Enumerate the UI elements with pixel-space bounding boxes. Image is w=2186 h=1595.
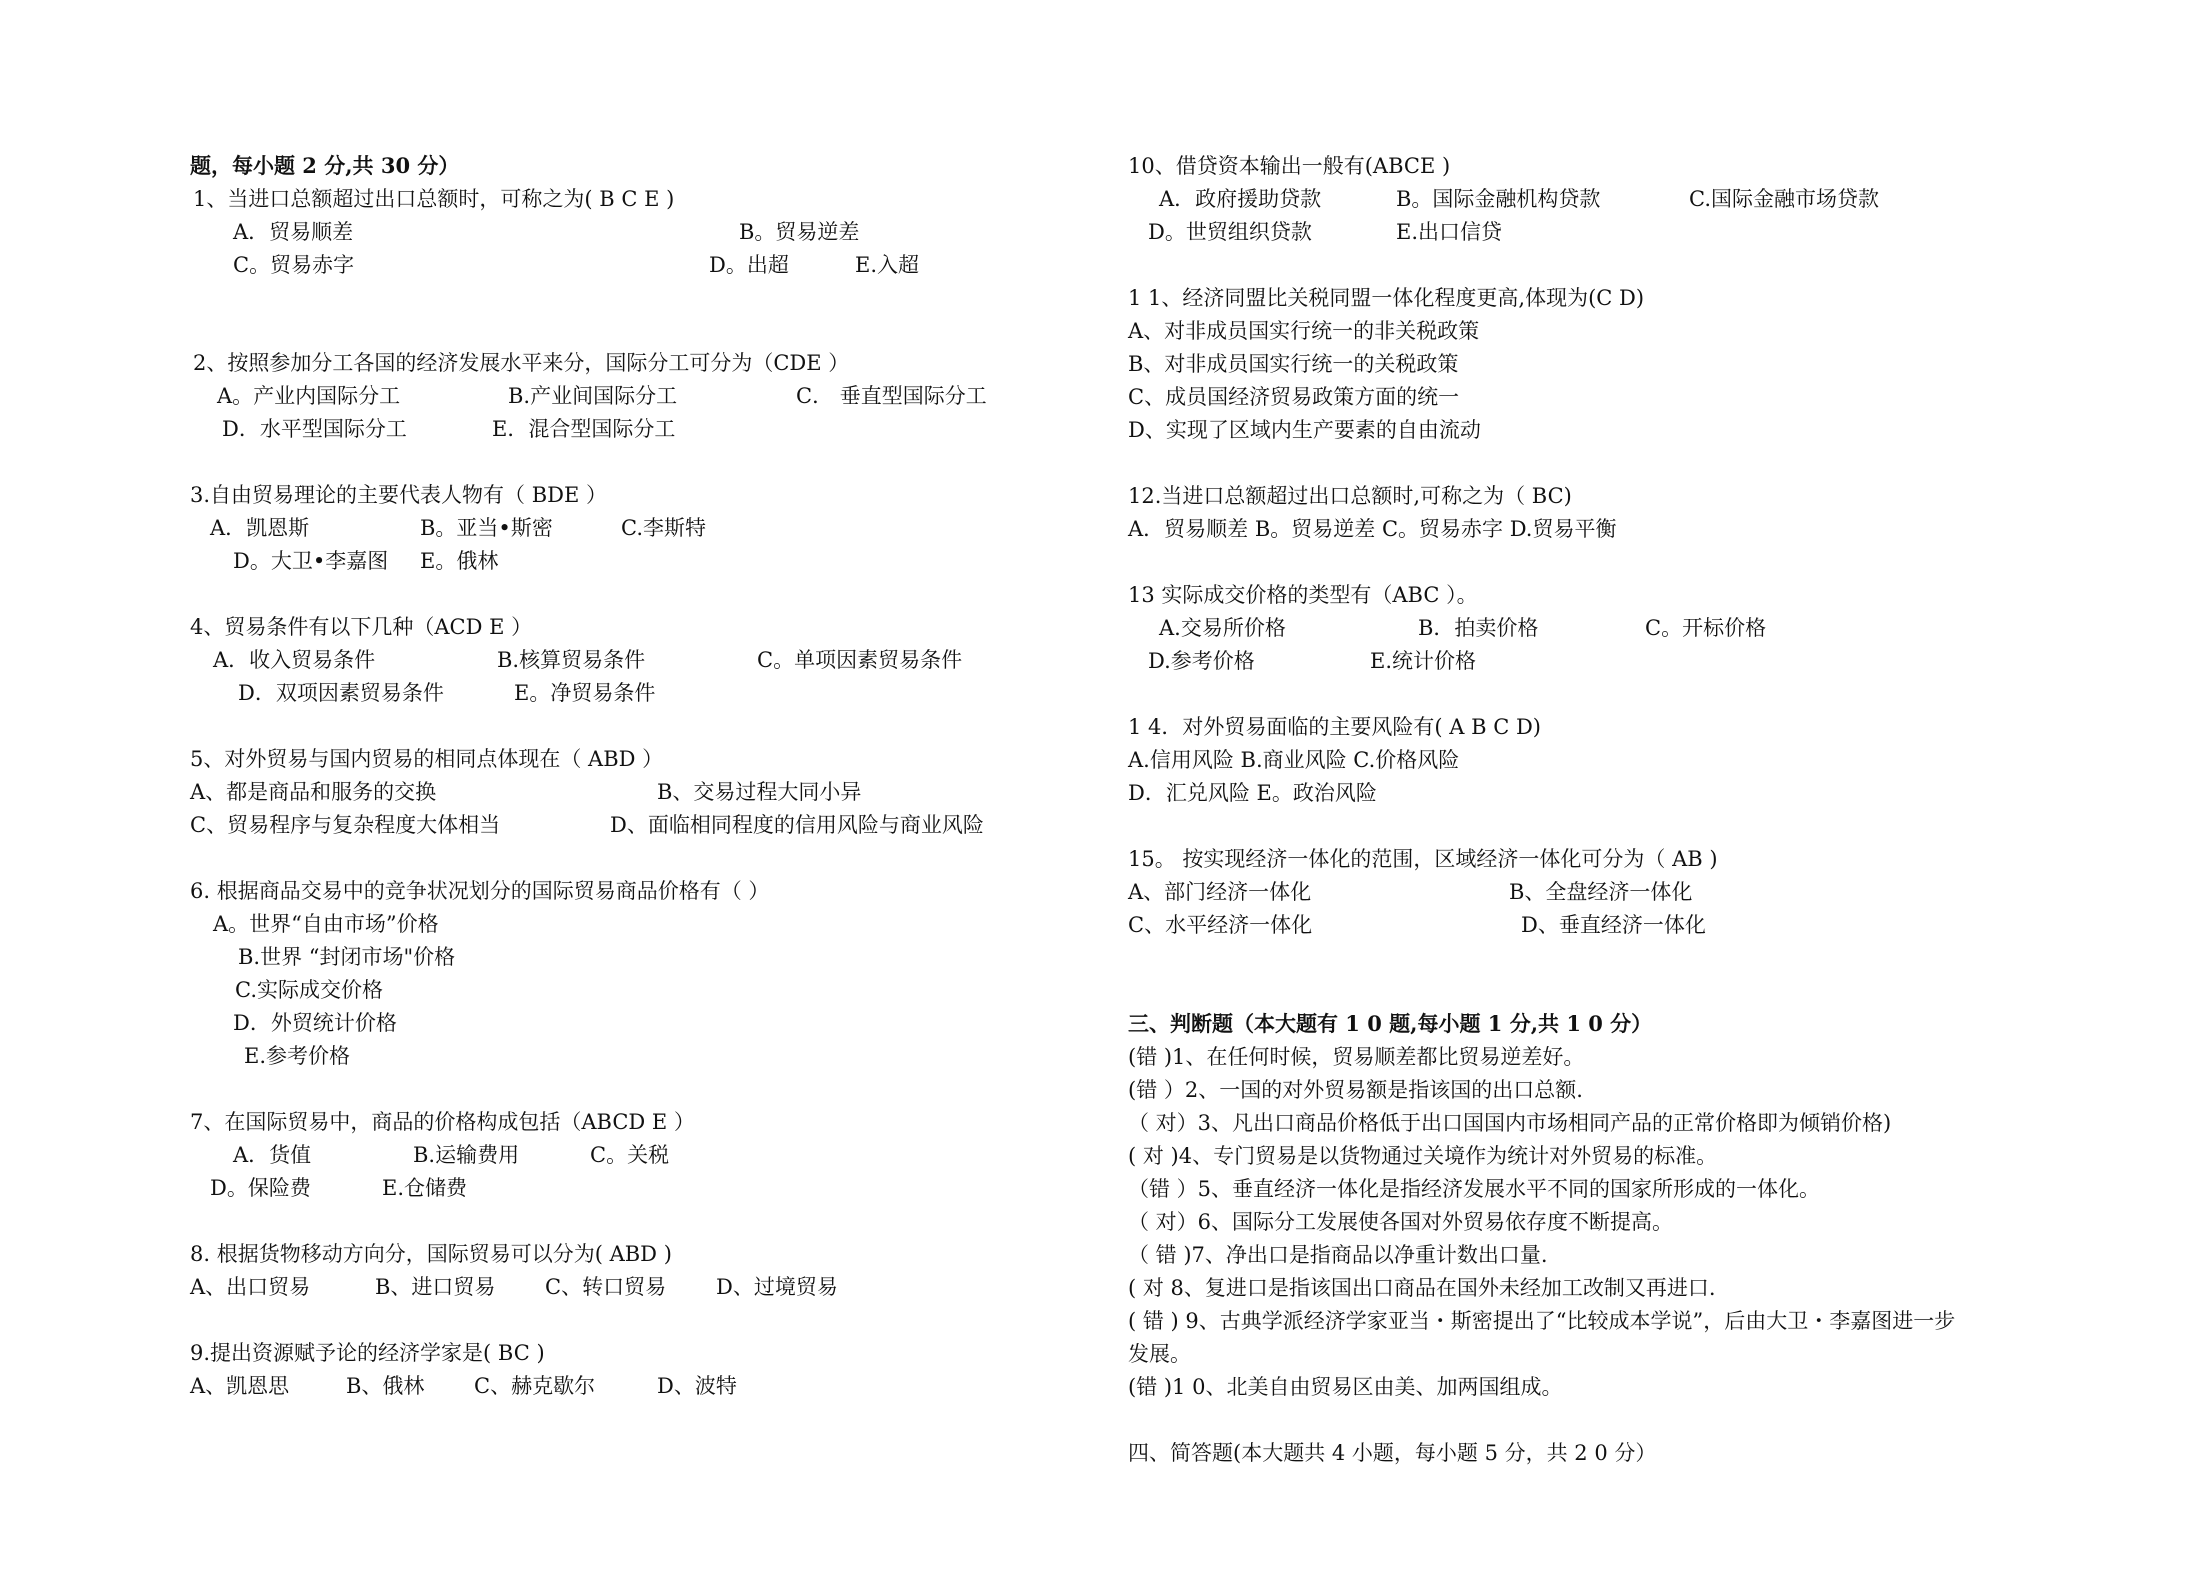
question-stem: 5、对外贸易与国内贸易的相同点体现在（ ABD ） <box>190 747 664 771</box>
option-c: C。单项因素贸易条件 <box>757 648 963 672</box>
option-a: A．政府援助贷款 <box>1159 187 1322 211</box>
option-d: D。大卫•李嘉图 <box>233 549 389 573</box>
judgment-item: ( 对 8、复进口是指该国出口商品在国外未经加工改制又再进口. <box>1128 1276 1716 1300</box>
question-stem: 10、借贷资本输出一般有(ABCE ) <box>1128 154 1451 178</box>
question-stem: 9.提出资源赋予论的经济学家是( BC ) <box>190 1341 545 1365</box>
option-c: C、水平经济一体化 <box>1128 913 1313 937</box>
question-stem: 3.自由贸易理论的主要代表人物有（ BDE ） <box>190 483 607 507</box>
option-e: E。净贸易条件 <box>514 681 656 705</box>
option-a: A。产业内国际分工 <box>217 384 401 408</box>
option-e: E．混合型国际分工 <box>492 417 676 441</box>
judgment-item: （错 ）5、垂直经济一体化是指经济发展水平不同的国家所形成的一体化。 <box>1128 1177 1821 1201</box>
option-b: B.核算贸易条件 <box>497 648 646 672</box>
question-options: A．贸易顺差 B。贸易逆差 C。贸易赤字 D.贸易平衡 <box>1128 517 1617 541</box>
option-b: B．拍卖价格 <box>1418 616 1539 640</box>
option-a: A。世界“自由市场”价格 <box>213 912 439 936</box>
option-d: D、面临相同程度的信用风险与商业风险 <box>610 813 984 837</box>
judgment-item: (错 ）2、一国的对外贸易额是指该国的出口总额. <box>1128 1078 1583 1102</box>
judgment-item: （ 对）3、凡出口商品价格低于出口国国内市场相同产品的正常价格即为倾销价格) <box>1128 1111 1892 1135</box>
option-b: B.世界 “封闭市场"价格 <box>238 945 456 969</box>
section-heading: 三、判断题（本大题有 1 0 题,每小题 1 分,共 1 0 分） <box>1128 1011 1653 1036</box>
judgment-item: （ 错 )7、净出口是指商品以净重计数出口量. <box>1128 1243 1548 1267</box>
question-stem: 12.当进口总额超过出口总额时,可称之为（ BC) <box>1128 484 1572 508</box>
option-c: C、转口贸易 <box>545 1275 667 1299</box>
option-e: E.出口信贷 <box>1396 220 1503 244</box>
option-d: D、波特 <box>657 1374 737 1398</box>
option-b: B。国际金融机构贷款 <box>1396 187 1601 211</box>
question-stem: 4、贸易条件有以下几种（ACD E ） <box>190 615 533 639</box>
option-b: B、进口贸易 <box>375 1275 496 1299</box>
option-d: D。世贸组织贷款 <box>1148 220 1312 244</box>
option-c: C.国际金融市场贷款 <box>1689 187 1879 211</box>
option-e: E.统计价格 <box>1370 649 1477 673</box>
judgment-item: (错 )1 0、北美自由贸易区由美、加两国组成。 <box>1128 1375 1563 1399</box>
option-c: C.李斯特 <box>621 516 706 540</box>
option-c: C。关税 <box>590 1143 670 1167</box>
question-stem: 13 实际成交价格的类型有（ABC ）。 <box>1128 583 1478 607</box>
option-d: D。出超 <box>709 253 789 277</box>
question-stem: 1 4．对外贸易面临的主要风险有( A B C D) <box>1128 715 1541 739</box>
option-c: C、赫克歇尔 <box>474 1374 596 1398</box>
option-d: D、垂直经济一体化 <box>1521 913 1706 937</box>
option-a: A、凯恩思 <box>190 1374 290 1398</box>
question-options-line: D．汇兑风险 E。政治风险 <box>1128 781 1377 805</box>
option-a: A、都是商品和服务的交换 <box>190 780 437 804</box>
option-a: A、对非成员国实行统一的非关税政策 <box>1128 319 1480 343</box>
question-stem: 1 1、经济同盟比关税同盟一体化程度更高,体现为(C D) <box>1128 286 1645 310</box>
option-c: C． 垂直型国际分工 <box>796 384 987 408</box>
option-e: E.仓储费 <box>382 1176 468 1200</box>
option-b: B。贸易逆差 <box>739 220 860 244</box>
option-c: C、贸易程序与复杂程度大体相当 <box>190 813 501 837</box>
option-c: C。贸易赤字 <box>233 253 355 277</box>
option-b: B.运输费用 <box>413 1143 520 1167</box>
option-b: B.产业间国际分工 <box>508 384 678 408</box>
judgment-item: （ 对）6、国际分工发展使各国对外贸易依存度不断提高。 <box>1128 1210 1674 1234</box>
option-c: C、成员国经济贸易政策方面的统一 <box>1128 385 1460 409</box>
option-d: D。保险费 <box>210 1176 311 1200</box>
question-stem: 1、当进口总额超过出口总额时，可称之为( B C E ) <box>193 187 675 211</box>
question-stem: 7、在国际贸易中，商品的价格构成包括（ABCD E ） <box>190 1110 695 1134</box>
option-a: A、出口贸易 <box>190 1275 311 1299</box>
question-options-line: A.信用风险 B.商业风险 C.价格风险 <box>1128 748 1460 772</box>
option-a: A、部门经济一体化 <box>1128 880 1312 904</box>
section-title: 题，每小题 2 分,共 30 分） <box>190 153 460 178</box>
option-b: B、对非成员国实行统一的关税政策 <box>1128 352 1459 376</box>
option-c: C.实际成交价格 <box>235 978 383 1002</box>
option-d: D、实现了区域内生产要素的自由流动 <box>1128 418 1481 442</box>
option-b: B、交易过程大同小异 <box>657 780 862 804</box>
option-b: B、全盘经济一体化 <box>1509 880 1693 904</box>
option-a: A．贸易顺差 <box>233 220 354 244</box>
option-d: D、过境贸易 <box>716 1275 838 1299</box>
question-stem: 2、按照参加分工各国的经济发展水平来分，国际分工可分为（CDE ） <box>193 351 850 375</box>
question-stem: 8. 根据货物移动方向分，国际贸易可以分为( ABD ) <box>190 1242 672 1266</box>
option-e: E.参考价格 <box>244 1044 351 1068</box>
option-d: D．双项因素贸易条件 <box>238 681 444 705</box>
judgment-item: ( 错 ) 9、古典学派经济学家亚当・斯密提出了“比较成本学说”，后由大卫・李嘉图进一步 <box>1128 1309 1956 1333</box>
question-stem: 15。 按实现经济一体化的范围，区域经济一体化可分为（ AB ) <box>1128 847 1718 871</box>
option-a: A.交易所价格 <box>1159 616 1286 640</box>
option-a: A．货值 <box>233 1143 312 1167</box>
question-stem: 6. 根据商品交易中的竞争状况划分的国际贸易商品价格有（ ） <box>190 879 770 903</box>
judgment-item: (错 )1、在任何时候，贸易顺差都比贸易逆差好。 <box>1128 1045 1585 1069</box>
option-c: C。开标价格 <box>1645 616 1767 640</box>
option-b: B。亚当•斯密 <box>420 516 553 540</box>
option-a: A．收入贸易条件 <box>213 648 376 672</box>
option-e: E.入超 <box>855 253 920 277</box>
option-d: D.参考价格 <box>1148 649 1255 673</box>
option-b: B、俄林 <box>346 1374 425 1398</box>
option-d: D．外贸统计价格 <box>233 1011 397 1035</box>
option-d: D．水平型国际分工 <box>222 417 407 441</box>
section-short-answer-heading: 四、简答题(本大题共 4 小题，每小题 5 分，共 2 0 分） <box>1128 1441 1657 1465</box>
judgment-item-continuation: 发展。 <box>1128 1342 1191 1366</box>
judgment-item: ( 对 )4、专门贸易是以货物通过关境作为统计对外贸易的标准。 <box>1128 1144 1718 1168</box>
option-e: E。俄林 <box>420 549 499 573</box>
option-a: A．凯恩斯 <box>210 516 310 540</box>
